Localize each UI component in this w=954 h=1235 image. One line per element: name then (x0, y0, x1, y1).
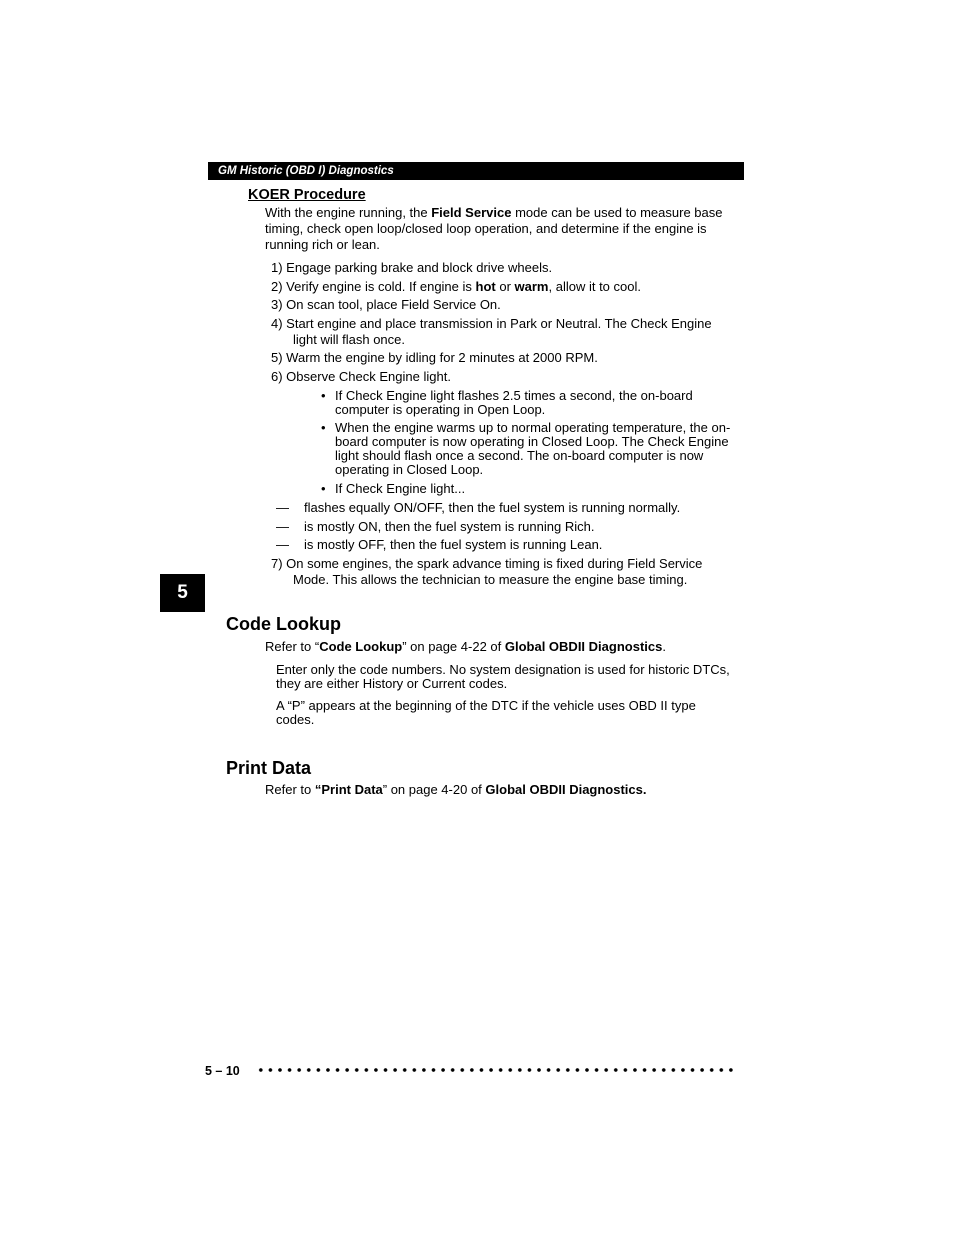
text-run: Refer to (265, 782, 315, 797)
code-lookup-heading: Code Lookup (226, 614, 341, 634)
koer-step-2 (271, 279, 641, 295)
text-run: . (662, 639, 666, 654)
bullet-marker: • (321, 388, 326, 403)
koer-step-5: 5) Warm the engine by idling for 2 minutes at 2000 RPM. (271, 350, 598, 365)
hot-term: hot (475, 279, 496, 294)
koer-step-1: 1) Engage parking brake and block drive wheels. (271, 260, 553, 275)
dash-text: is mostly OFF, then the fuel system is running Lean. (304, 537, 603, 552)
text-run: With the engine running, the (265, 205, 432, 220)
dash-text: is mostly ON, then the fuel system is running Rich. (304, 519, 595, 534)
print-data-heading: Print Data (226, 758, 312, 778)
print-data-reference (265, 782, 646, 798)
koer-step-6: 6) Observe Check Engine light. (271, 369, 451, 384)
running-header (208, 162, 744, 180)
dash-marker: — (276, 537, 289, 552)
koer-step-3: 3) On scan tool, place Field Service On. (271, 297, 501, 312)
code-lookup-note-1: Enter only the code numbers. No system designation is used for historic DTCs, they are either History or Current codes. (276, 662, 730, 691)
koer-intro-paragraph (265, 205, 745, 253)
code-lookup-reference (265, 639, 666, 655)
text-run: or (495, 279, 515, 294)
code-lookup-term: Code Lookup (319, 639, 403, 654)
bullet-marker: • (321, 420, 326, 435)
warm-term: warm (514, 279, 549, 294)
koer-step-4-line-1: 4) Start engine and place transmission in Park or Neutral. The Check Engine (271, 316, 712, 331)
koer-step-7-line-1: 7) On some engines, the spark advance timing is fixed during Field Service (271, 556, 703, 571)
dash-marker: — (276, 500, 289, 515)
field-service-term: Field Service (431, 205, 512, 220)
text-run: ” on page 4-22 of (402, 639, 505, 654)
print-data-term: “Print Data (314, 782, 383, 797)
koer-procedure-title: KOER Procedure (248, 187, 366, 203)
global-obdii-term: Global OBDII Diagnostics (504, 639, 663, 654)
koer-step-7-line-2: Mode. This allows the technician to measure the engine base timing. (293, 572, 688, 587)
dash-text: flashes equally ON/OFF, then the fuel system is running normally. (304, 500, 681, 515)
text-run: 2) Verify engine is cold. If engine is (271, 279, 476, 294)
dash-marker: — (276, 519, 289, 534)
text-run: mode can be used to measure base timing, check open loop/closed loop operation, and determine if the engine is running rich or lean. (265, 205, 723, 252)
koer-step-4-line-2: light will flash once. (293, 332, 405, 347)
code-lookup-note-2: A “P” appears at the beginning of the DTC if the vehicle uses OBD II type codes. (276, 698, 696, 727)
global-obdii-term: Global OBDII Diagnostics. (485, 782, 647, 797)
bullet-open-loop: If Check Engine light flashes 2.5 times a second, the on-board computer is operating in Open Loop. (335, 388, 693, 417)
bullet-closed-loop: When the engine warms up to normal operating temperature, the on-board computer is now operating in Closed Loop. The Check Engine light should flash once a second. The on-board computer is now operating in Closed Loop. (335, 420, 731, 477)
text-run: ” on page 4-20 of (382, 782, 486, 797)
running-header-title: GM Historic (OBD I) Diagnostics (218, 165, 394, 177)
text-run: Refer to “ (265, 639, 320, 654)
bullet-check-engine-light: If Check Engine light... (335, 481, 466, 496)
page-number: 5 – 10 (205, 1064, 240, 1078)
footer-dot-leader (256, 1063, 736, 1077)
text-run: , allow it to cool. (548, 279, 641, 294)
bullet-marker: • (321, 481, 326, 496)
chapter-tab: 5 (160, 574, 205, 612)
